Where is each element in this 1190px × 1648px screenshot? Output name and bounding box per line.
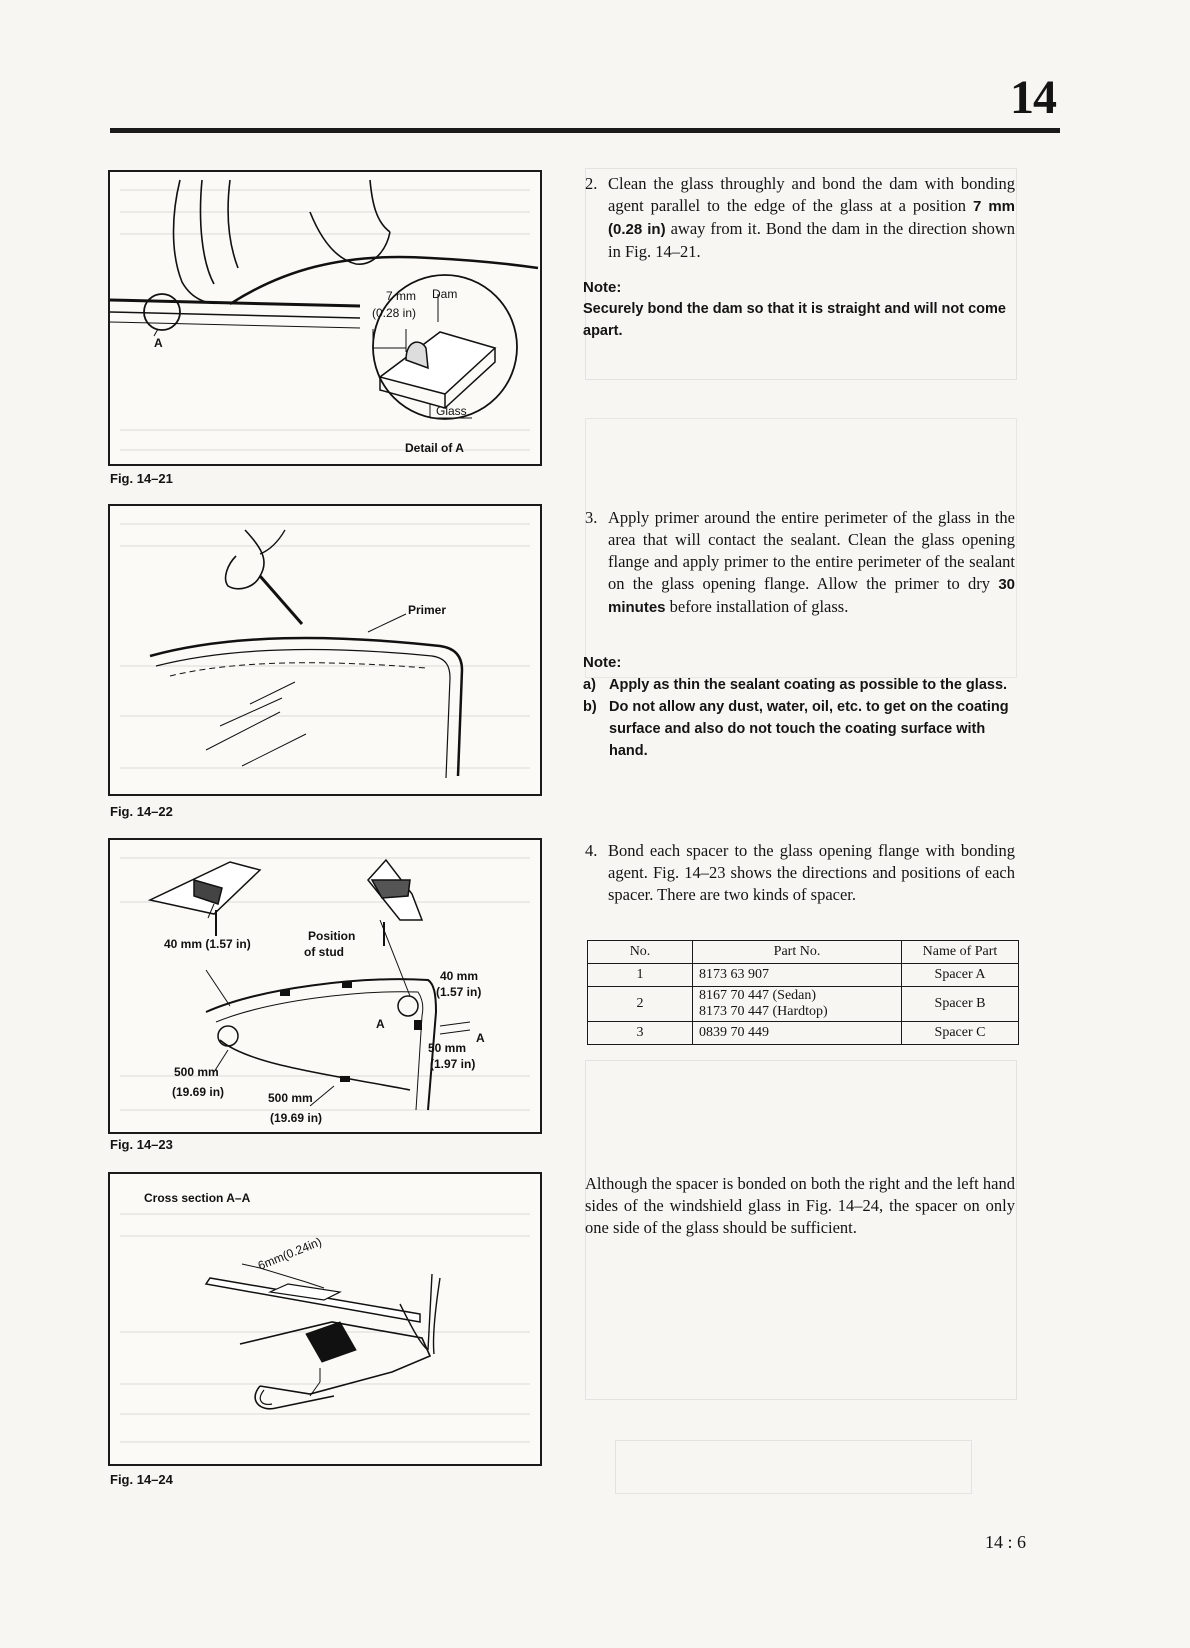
step-3 bbox=[585, 507, 1015, 619]
step-3-number: 3. bbox=[585, 508, 598, 527]
figure-14-23-drawing bbox=[110, 840, 540, 1132]
figure-14-21-caption: Fig. 14–21 bbox=[110, 471, 173, 486]
note-2-body: Securely bond the dam so that it is straight and will not come apart. bbox=[583, 301, 1006, 339]
figure-14-22 bbox=[108, 504, 542, 796]
fig23-label-pos1: Position bbox=[308, 929, 356, 943]
fig23-label-pos2: of stud bbox=[304, 945, 344, 959]
col-header-name: Name of Part bbox=[902, 941, 1019, 964]
note-3-heading: Note: bbox=[583, 654, 622, 671]
fig21-label-in: (0.28 in) bbox=[372, 306, 417, 320]
fig22-label-primer: Primer bbox=[408, 603, 447, 617]
note-3-item-b: b) Do not allow any dust, water, oil, etc. to get on the coating surface and also do not touch the coating surface with hand. bbox=[583, 699, 1009, 759]
step-3-text: Apply primer around the entire perimeter of the glass in the area that will contact the sealant. Clean the glass opening flange and apply primer to the entire perimeter of the sealant on the glass opening flange. Allow the primer to dry 30 minutes before installation of glass. bbox=[608, 508, 1015, 616]
note-3-body bbox=[583, 674, 1015, 762]
fig23-label-50a: 50 mm bbox=[428, 1041, 467, 1055]
step-2-number: 2. bbox=[585, 174, 598, 193]
chapter-number: 14 bbox=[1010, 71, 1056, 124]
note-2-heading: Note: bbox=[583, 279, 622, 296]
col-header-no: No. bbox=[588, 941, 693, 964]
step-3-bold: 30 minutes bbox=[608, 576, 1015, 616]
fig23-label-40a: 40 mm (1.57 in) bbox=[164, 937, 251, 951]
figure-14-21-drawing bbox=[110, 172, 540, 464]
parts-table-header bbox=[588, 941, 1019, 964]
fig23-label-500a1: 500 mm bbox=[174, 1065, 219, 1079]
parts-table bbox=[587, 940, 1019, 1045]
fig21-label-dam: Dam bbox=[432, 287, 458, 301]
step-4-number: 4. bbox=[585, 841, 598, 860]
fig24-label-dim: 6mm(0.24in) bbox=[255, 1234, 324, 1273]
fig23-label-50b: (1.97 in) bbox=[430, 1057, 476, 1071]
fig23-label-500b2: (19.69 in) bbox=[270, 1111, 323, 1125]
step-2-bold: 7 mm (0.28 in) bbox=[608, 198, 1015, 238]
bleed-through-box bbox=[615, 1440, 972, 1494]
header-rule bbox=[110, 128, 1060, 133]
note-3-item-a: a) Apply as thin the sealant coating as possible to the glass. bbox=[583, 677, 1008, 693]
figure-14-23 bbox=[108, 838, 542, 1134]
figure-14-22-drawing bbox=[110, 506, 540, 794]
fig23-label-a2: A bbox=[476, 1031, 485, 1045]
figure-14-24-caption: Fig. 14–24 bbox=[110, 1472, 173, 1487]
table-row: 1 8173 63 907 Spacer A bbox=[588, 964, 1019, 987]
fig21-label-a: A bbox=[154, 336, 163, 350]
fig21-label-mm: 7 mm bbox=[386, 289, 416, 303]
fig23-label-a: A bbox=[376, 1017, 385, 1031]
fig23-label-500b1: 500 mm bbox=[268, 1091, 313, 1105]
step-2 bbox=[585, 173, 1015, 263]
fig21-label-glass: Glass bbox=[436, 404, 467, 418]
figure-14-22-caption: Fig. 14–22 bbox=[110, 804, 173, 819]
table-row: 3 0839 70 449 Spacer C bbox=[588, 1022, 1019, 1045]
closing-paragraph: Although the spacer is bonded on both the right and the left hand sides of the windshield glass in Fig. 14–24, the spacer on only one side of the glass should be sufficient. bbox=[585, 1174, 1015, 1237]
figure-14-23-caption: Fig. 14–23 bbox=[110, 1137, 173, 1152]
page-number: 14 : 6 bbox=[985, 1532, 1027, 1552]
table-row: 2 8167 70 447 (Sedan) 8173 70 447 (Hardtop) Spacer B bbox=[588, 987, 1019, 1022]
fig23-label-500a2: (19.69 in) bbox=[172, 1085, 225, 1099]
fig23-label-40b1: 40 mm bbox=[440, 969, 479, 983]
fig23-label-40b2: (1.57 in) bbox=[436, 985, 482, 999]
fig24-label-section: Cross section A–A bbox=[144, 1191, 251, 1205]
figure-14-24 bbox=[108, 1172, 542, 1466]
fig21-label-detail: Detail of A bbox=[405, 441, 464, 455]
figure-14-24-drawing bbox=[110, 1174, 540, 1464]
figure-14-21 bbox=[108, 170, 542, 466]
step-2-text: Clean the glass throughly and bond the dam with bonding agent parallel to the edge of the glass at a position 7 mm (0.28 in) away from it. Bond the dam in the direction shown in Fig. 14–21. bbox=[608, 174, 1015, 261]
col-header-part-no: Part No. bbox=[693, 941, 902, 964]
step-4 bbox=[585, 840, 1015, 906]
step-4-text: Bond each spacer to the glass opening flange with bonding agent. Fig. 14–23 shows the directions and positions of each spacer. There are two kinds of spacer. bbox=[608, 841, 1015, 904]
